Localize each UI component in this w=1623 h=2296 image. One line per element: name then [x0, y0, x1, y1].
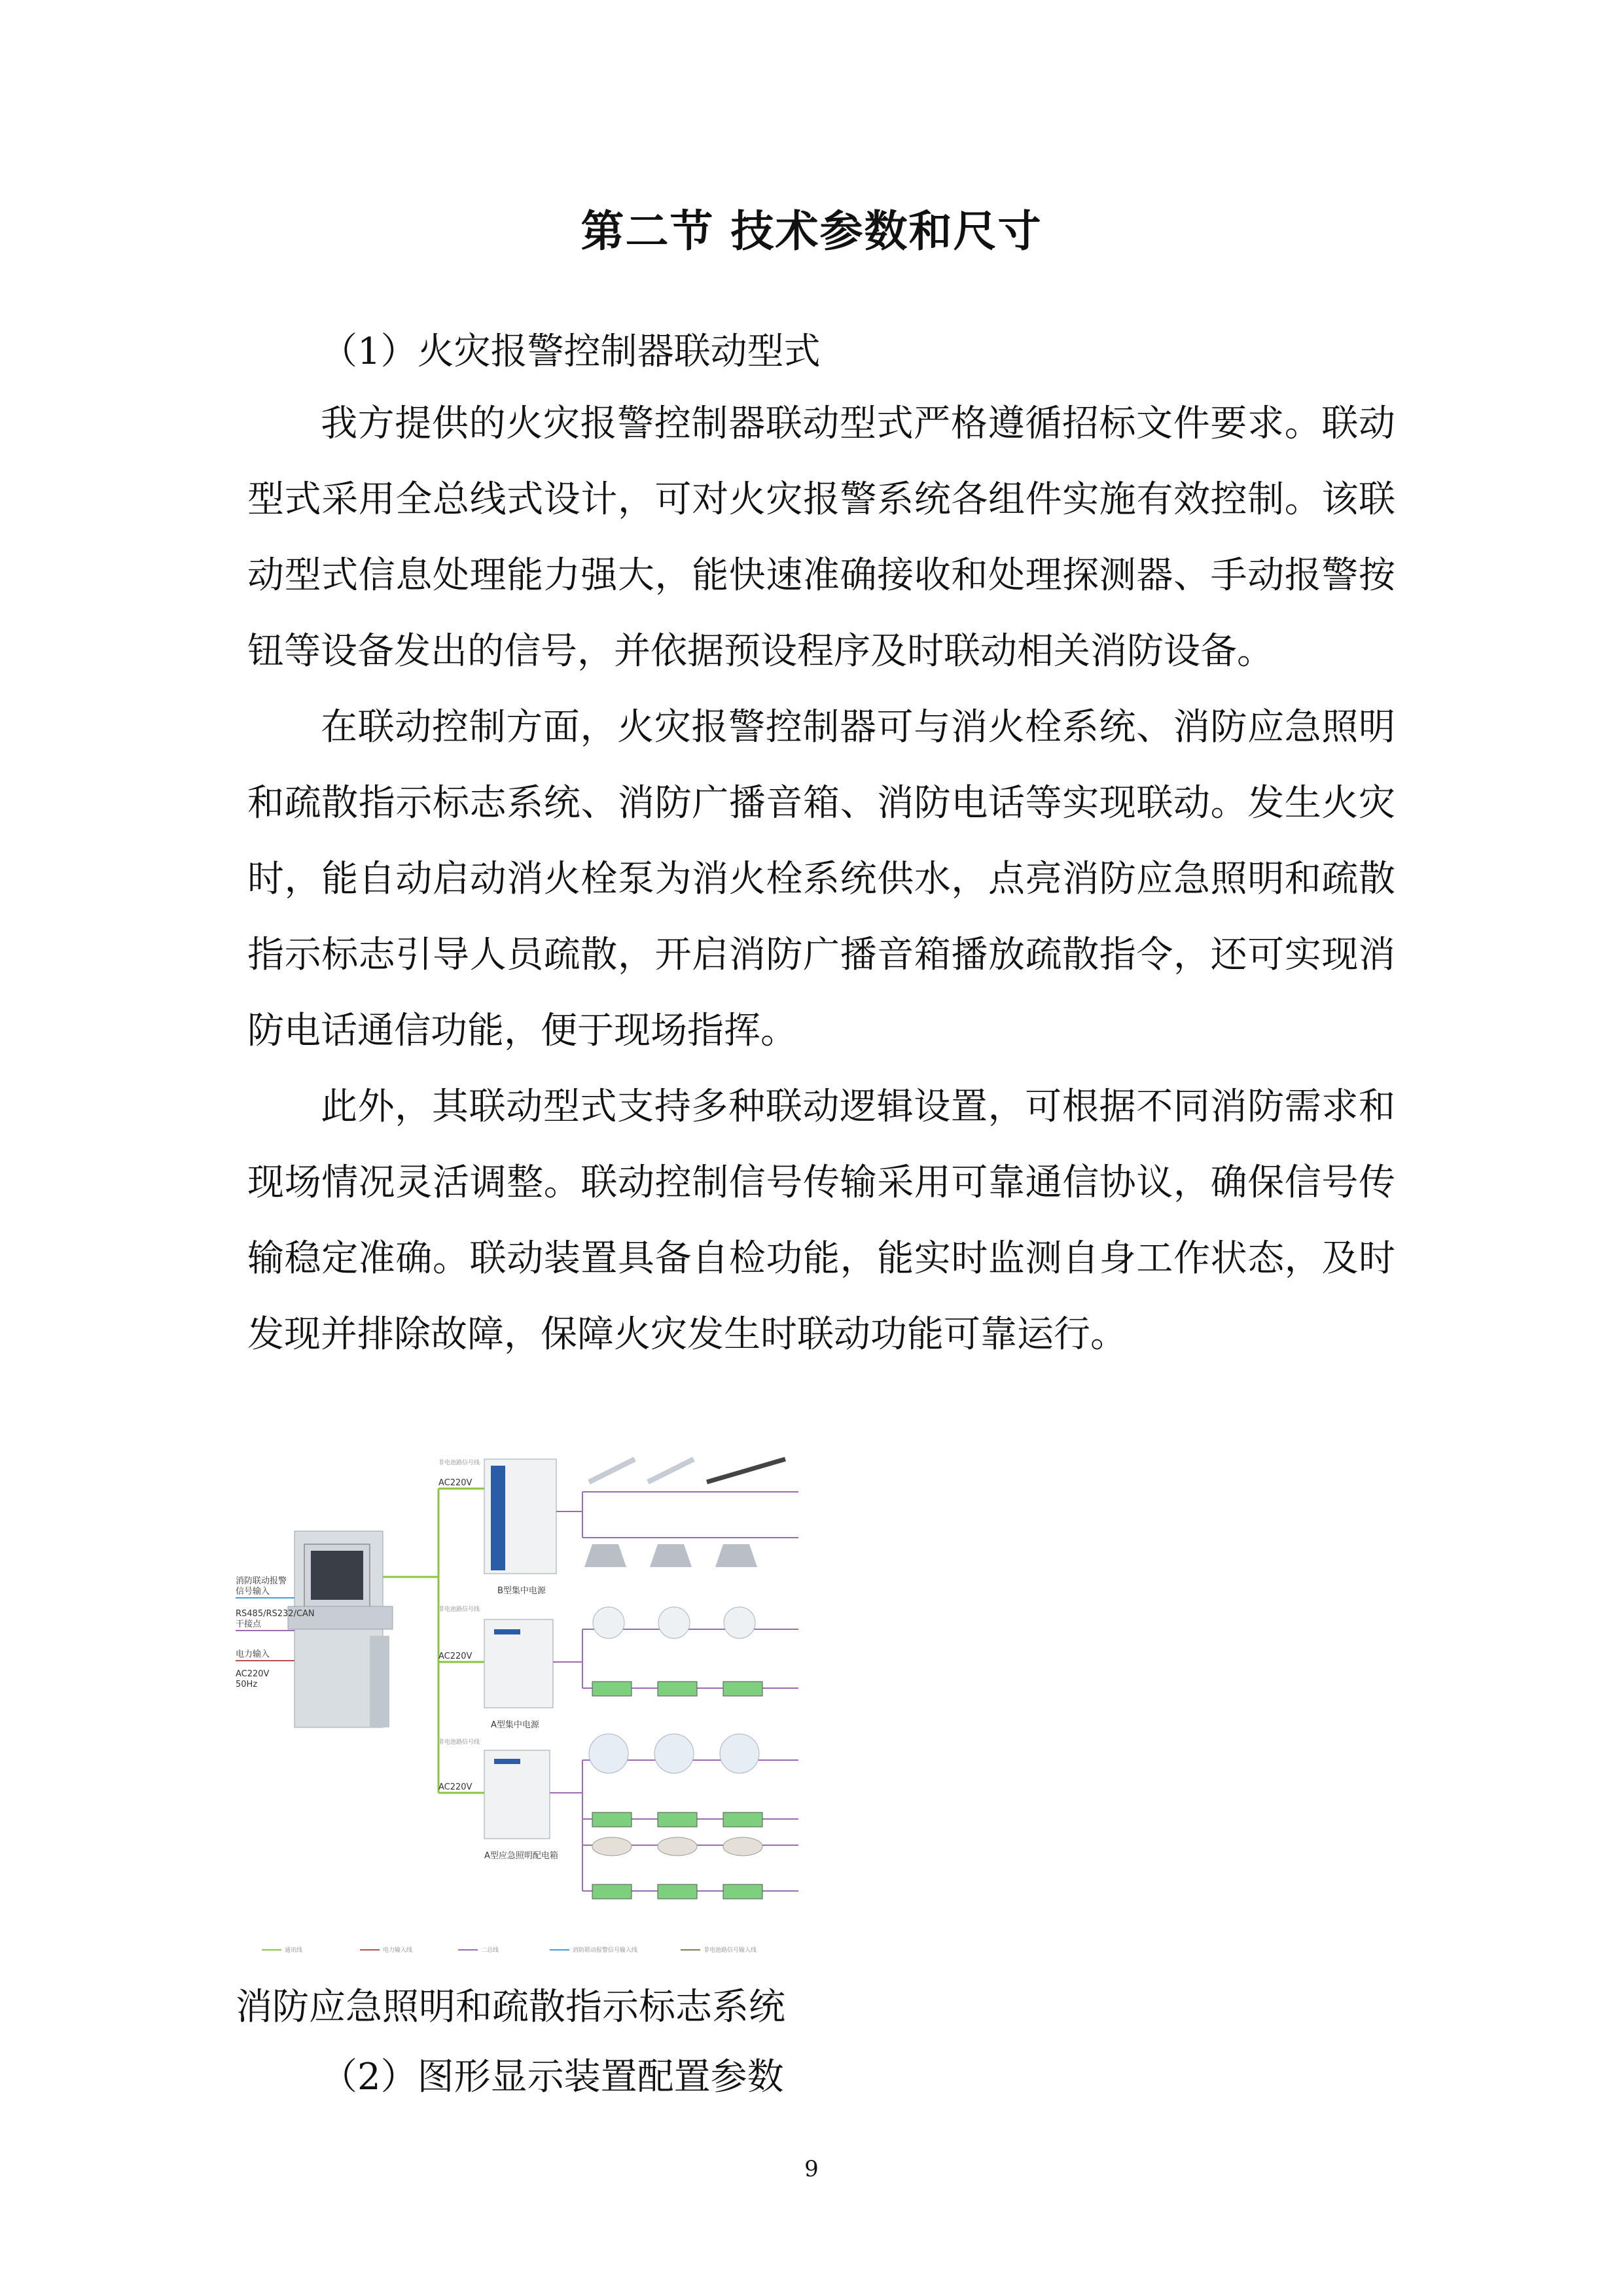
cabinet-label-3: A型应急照明配电箱: [484, 1851, 558, 1861]
legend-item-2: 电力输入线: [383, 1947, 413, 1954]
section-title: 第二节 技术参数和尺寸: [580, 206, 1043, 256]
diagram-legend: [262, 1946, 757, 1954]
page-number: 9: [804, 2156, 819, 2182]
ac-label-3: AC220V: [438, 1782, 473, 1792]
subsection-heading-1: （1）火灾报警控制器联动型式: [321, 330, 821, 373]
subsection-heading-2: （2）图形显示装置配置参数: [321, 2056, 784, 2098]
power-label: 电力输入: [236, 1650, 270, 1659]
paragraph-1: 我方提供的火灾报警控制器联动型式严格遵循招标文件要求。联动型式采用全总线式设计，可对火灾报警系统各组件实施有效控制。该联动型式信息处理能力强大，能快速准确接收和处理探测器、手动报警按钮等设备发出的信号，并依据预设程序及时联动相关消防设备。: [247, 402, 1395, 673]
input-label-2: 信号输入: [236, 1587, 270, 1597]
high-bay-lamps: [584, 1544, 757, 1567]
ceiling-lights: [593, 1607, 755, 1638]
emergency-lamps: [592, 1837, 762, 1856]
signal-line-label-3: 非电池路信号线: [438, 1739, 480, 1746]
cabinet-label-1: B型集中电源: [497, 1586, 546, 1596]
power-cabinet-b: [484, 1459, 556, 1574]
figure-caption: 消防应急照明和疏散指示标志系统: [236, 1986, 785, 2028]
paragraph-2: 在联动控制方面，火灾报警控制器可与消火栓系统、消防应急照明和疏散指示标志系统、消防广播音箱、消防电话等实现联动。发生火灾时，能自动启动消火栓泵为消火栓系统供水，点亮消防应急照明和疏散指示标志引导人员疏散，开启消防广播音箱播放疏散指令，还可实现消防电话通信功能，便于现场指挥。: [247, 706, 1395, 1052]
hz-label: 50Hz: [236, 1680, 258, 1689]
body-text: [247, 386, 1395, 1373]
ac-label-2: AC220V: [438, 1651, 473, 1661]
legend-item-5: 非电池路信号输入线: [704, 1947, 757, 1954]
exit-signs: [592, 1682, 762, 1696]
legend-item-4: 消防联动报警信号输入线: [573, 1947, 638, 1954]
exit-signs-2: [592, 1812, 762, 1827]
paragraph-3: 此外，其联动型式支持多种联动逻辑设置，可根据不同消防需求和现场情况灵活调整。联动控制信号传输采用可靠通信协议，确保信号传输稳定准确。联动装置具备自检功能，能实时监测自身工作状态，及时发现并排除故障，保障火灾发生时联动功能可靠运行。: [247, 1086, 1395, 1356]
legend-item-1: 通讯线: [285, 1947, 303, 1954]
power-cabinet-a: [484, 1619, 553, 1708]
rs-label: RS485/RS232/CAN: [236, 1609, 315, 1619]
globe-lights: [589, 1734, 759, 1773]
tube-lights: [589, 1459, 785, 1482]
cabinet-label-2: A型集中电源: [491, 1720, 539, 1730]
system-diagram: [223, 1446, 825, 1969]
ac-label-1: AC220V: [438, 1478, 473, 1488]
signal-line-label-2: 非电池路信号线: [438, 1606, 480, 1613]
rs-label-2: 干接点: [236, 1619, 262, 1629]
signal-line-label-1: 非电池路信号线: [438, 1460, 480, 1466]
control-console: [288, 1531, 393, 1727]
distribution-box-a: [484, 1750, 550, 1839]
legend-item-3: 二总线: [481, 1947, 499, 1954]
input-label: 消防联动报警: [236, 1576, 287, 1586]
exit-signs-3: [592, 1884, 762, 1899]
ac-input-label: AC220V: [236, 1669, 270, 1679]
